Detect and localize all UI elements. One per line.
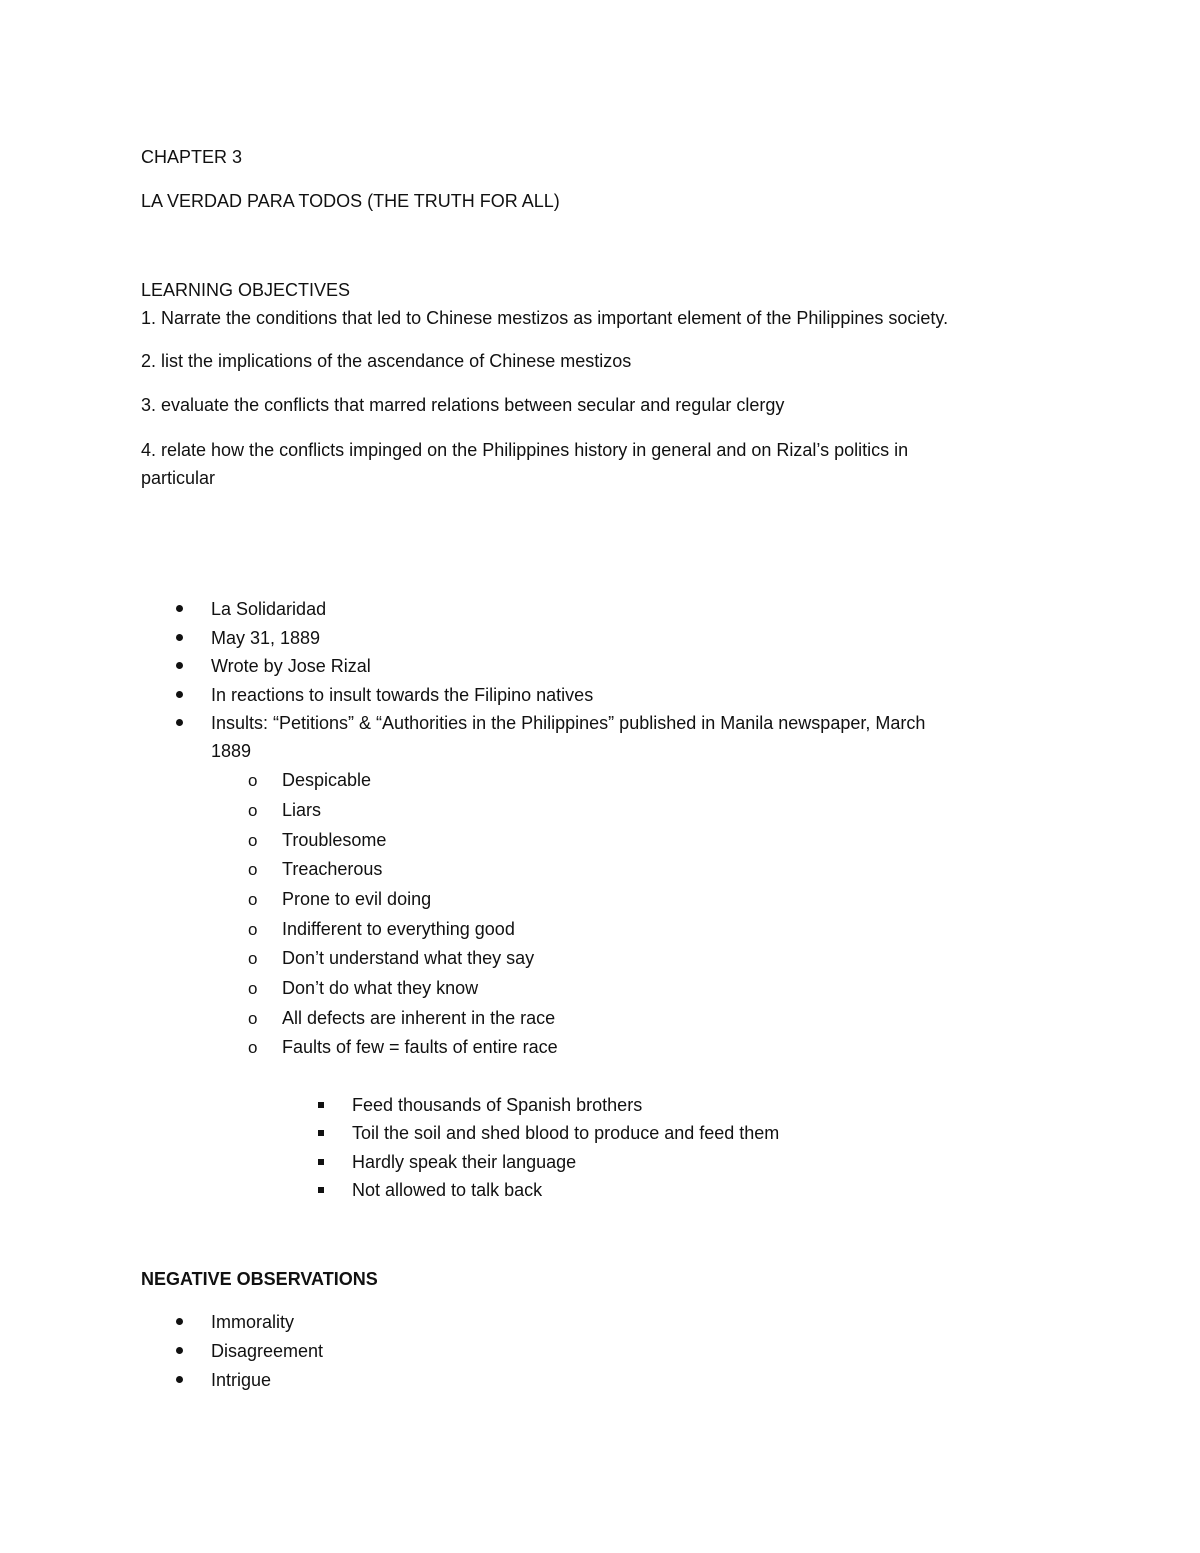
third-level-item: Hardly speak their language — [352, 1152, 577, 1172]
objective-item: 3. evaluate the conflicts that marred relations between secular and regular clergy — [141, 395, 785, 415]
third-level-item: Toil the soil and shed blood to produce and feed them — [352, 1123, 780, 1143]
circle-bullet-icon: o — [248, 801, 258, 820]
circle-bullet-icon: o — [248, 949, 258, 968]
circle-bullet-icon: o — [248, 831, 258, 850]
list-item: Wrote by Jose Rizal — [211, 656, 371, 676]
sub-list-item: Don’t do what they know — [282, 978, 479, 998]
third-level-item: Feed thousands of Spanish brothers — [352, 1095, 643, 1115]
circle-bullet-icon: o — [248, 1038, 258, 1057]
chapter-label: CHAPTER 3 — [141, 147, 243, 167]
square-bullet-icon — [318, 1159, 324, 1165]
objective-item: 1. Narrate the conditions that led to Chinese mestizos as important element of the Philippines society. — [141, 308, 949, 328]
bullet-icon — [176, 719, 183, 726]
sub-list-item: Despicable — [282, 770, 372, 790]
sub-list-item: Indifferent to everything good — [282, 919, 515, 939]
square-bullet-icon — [318, 1130, 324, 1136]
list-item: Insults: “Petitions” & “Authorities in the Philippines” published in Manila newspaper, March — [211, 713, 926, 733]
bullet-icon — [176, 605, 183, 612]
list-item: Intrigue — [211, 1370, 272, 1390]
objective-item: 2. list the implications of the ascendance of Chinese mestizos — [141, 351, 632, 371]
bullet-icon — [176, 634, 183, 641]
sub-list-item: Faults of few = faults of entire race — [282, 1037, 558, 1057]
circle-bullet-icon: o — [248, 860, 258, 879]
list-item: Immorality — [211, 1312, 295, 1332]
circle-bullet-icon: o — [248, 771, 258, 790]
list-item: Disagreement — [211, 1341, 324, 1361]
square-bullet-icon — [318, 1102, 324, 1108]
chapter-title: LA VERDAD PARA TODOS (THE TRUTH FOR ALL) — [141, 191, 560, 211]
objective-item-continuation: particular — [141, 468, 216, 488]
circle-bullet-icon: o — [248, 920, 258, 939]
bullet-icon — [176, 1347, 183, 1354]
sub-list-item: Troublesome — [282, 830, 387, 850]
circle-bullet-icon: o — [248, 890, 258, 909]
bullet-icon — [176, 691, 183, 698]
list-item: May 31, 1889 — [211, 628, 321, 648]
objectives-heading: LEARNING OBJECTIVES — [141, 280, 351, 300]
negative-observations-heading: NEGATIVE OBSERVATIONS — [141, 1269, 378, 1289]
list-item-continuation: 1889 — [211, 741, 252, 761]
sub-list-item: Liars — [282, 800, 322, 820]
bullet-icon — [176, 662, 183, 669]
square-bullet-icon — [318, 1187, 324, 1193]
bullet-icon — [176, 1376, 183, 1383]
sub-list-item: Don’t understand what they say — [282, 948, 535, 968]
sub-list-item: All defects are inherent in the race — [282, 1008, 556, 1028]
objective-item: 4. relate how the conflicts impinged on the Philippines history in general and on Rizal’s politics in — [141, 440, 909, 460]
list-item: In reactions to insult towards the Filipino natives — [211, 685, 594, 705]
sub-list-item: Prone to evil doing — [282, 889, 432, 909]
list-item: La Solidaridad — [211, 599, 327, 619]
circle-bullet-icon: o — [248, 1009, 258, 1028]
third-level-item: Not allowed to talk back — [352, 1180, 543, 1200]
circle-bullet-icon: o — [248, 979, 258, 998]
bullet-icon — [176, 1318, 183, 1325]
sub-list-item: Treacherous — [282, 859, 383, 879]
